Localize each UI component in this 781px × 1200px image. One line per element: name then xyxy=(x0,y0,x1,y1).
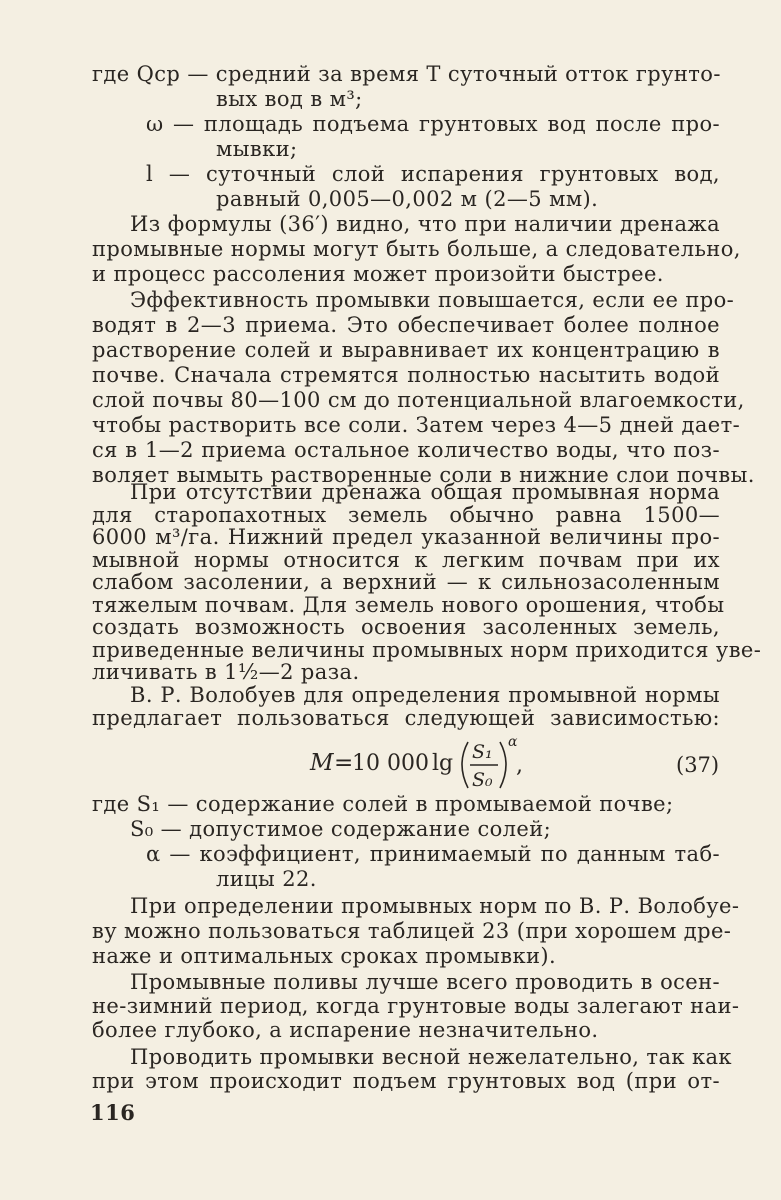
formula-numerator: S₁ xyxy=(472,741,493,763)
text-line: приведенные величины промывных норм приходится уве- xyxy=(92,637,762,662)
text-line: растворение солей и выравнивает их концентрацию в xyxy=(92,338,720,362)
text-line: При определении промывных норм по В. Р. Волобуе- xyxy=(130,894,740,918)
text-line: и процесс рассоления может произойти быстрее. xyxy=(92,262,664,286)
text-line: создать возможность освоения засоленных земель, xyxy=(92,615,720,639)
page-number: 116 xyxy=(90,1100,136,1125)
text-line: при этом происходит подъем грунтовых вод (при от- xyxy=(92,1069,720,1093)
formula-func: lg xyxy=(432,751,454,776)
text-line: Эффективность промывки повышается, если ее про- xyxy=(130,288,735,312)
formula-exponent: α xyxy=(508,734,518,750)
text-line: чтобы растворить все соли. Затем через 4—5 дней дает- xyxy=(92,413,741,437)
definition-l-cont: равный 0,005—0,002 м (2—5 мм). xyxy=(216,187,599,211)
definition-omega-cont: мывки; xyxy=(216,137,298,161)
text-line: ву можно пользоваться таблицей 23 (при хорошем дре- xyxy=(92,919,732,943)
definition-s0: S₀ — допустимое содержание солей; xyxy=(130,817,552,841)
text-line: мывной нормы относится к легким почвам при их xyxy=(92,547,720,572)
text-line: промывные нормы могут быть больше, а следовательно, xyxy=(92,237,741,261)
text-line: Из формулы (36′) видно, что при наличии дренажа xyxy=(130,212,720,236)
text-line: воляет вымыть растворенные соли в нижние слои почвы. xyxy=(92,463,755,487)
text-line: предлагает пользоваться следующей зависимостью: xyxy=(92,706,720,730)
left-paren xyxy=(462,742,468,788)
formula-eq: = xyxy=(334,750,354,776)
text-line: более глубоко, а испарение незначительно. xyxy=(92,1018,599,1042)
definition-omega: ω — площадь подъема грунтовых вод после про- xyxy=(146,112,720,136)
definition-l: l — суточный слой испарения грунтовых вод, xyxy=(146,162,720,186)
text-line: почве. Сначала стремятся полностью насытить водой xyxy=(92,363,720,387)
formula-coef: 10 000 xyxy=(352,751,429,776)
formula-37 xyxy=(300,728,720,798)
text-line: слой почвы 80—100 см до потенциальной влагоемкости, xyxy=(92,388,745,412)
text-line: наже и оптимальных сроках промывки). xyxy=(92,944,557,968)
text-line: Промывные поливы лучше всего проводить в осен- xyxy=(130,970,720,994)
formula-denominator: S₀ xyxy=(472,769,493,791)
text-line: 6000 м³/га. Нижний предел указанной величины про- xyxy=(92,525,720,549)
text-line: В. Р. Волобуев для определения промывной нормы xyxy=(130,683,720,707)
text-line: водят в 2—3 приема. Это обеспечивает более полное xyxy=(92,313,720,337)
definition-qcp: где Qср — средний за время T суточный отток грунто- xyxy=(92,62,721,86)
text-line: не-зимний период, когда грунтовые воды залегают наи- xyxy=(92,994,740,1018)
definition-alpha-cont: лицы 22. xyxy=(216,867,317,891)
formula-lhs: M xyxy=(310,750,334,776)
text-line: слабом засолении, а верхний — к сильнозасоленным xyxy=(92,570,720,594)
text-line: ся в 1—2 приема остальное количество воды, что поз- xyxy=(92,438,720,462)
definition-qcp-cont: вых вод в м³; xyxy=(216,87,363,111)
text-line: личивать в 1½—2 раза. xyxy=(92,660,360,684)
definition-s1: где S₁ — содержание солей в промываемой почве; xyxy=(92,792,674,816)
definition-alpha: α — коэффициент, принимаемый по данным таб- xyxy=(146,842,720,866)
text-line: Проводить промывки весной нежелательно, так как xyxy=(130,1045,732,1069)
right-paren xyxy=(500,742,506,788)
formula-number: (37) xyxy=(676,753,720,777)
formula-comma: , xyxy=(516,753,523,778)
text-line: тяжелым почвам. Для земель нового орошения, чтобы xyxy=(92,592,725,617)
text-line: для старопахотных земель обычно равна 1500— xyxy=(92,502,720,527)
text-line: При отсутствии дренажа общая промывная норма xyxy=(130,480,720,504)
